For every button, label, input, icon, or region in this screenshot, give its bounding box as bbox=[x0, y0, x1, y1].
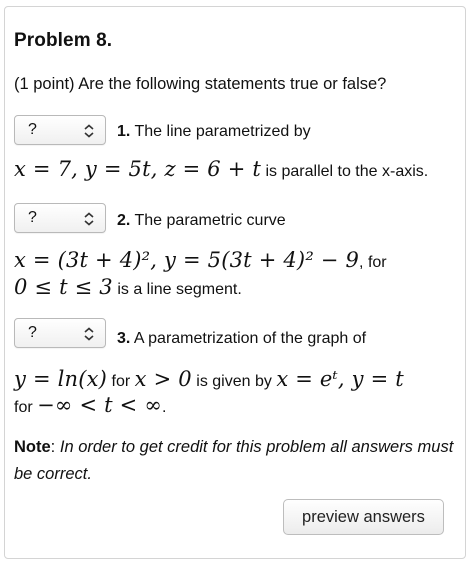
note-text: In order to get credit for this problem all answers must be correct. bbox=[14, 438, 454, 483]
math-expression: y = ln(x) bbox=[14, 367, 108, 391]
question-text: is parallel to the x-axis. bbox=[265, 163, 429, 180]
question-text: is a line segment. bbox=[117, 281, 242, 298]
updown-chevron-icon bbox=[83, 327, 95, 341]
select-value: ? bbox=[28, 121, 37, 138]
question-3-math-line-2 bbox=[14, 393, 167, 417]
question-2-math-line-2 bbox=[14, 275, 242, 299]
answer-select-3[interactable] bbox=[14, 318, 106, 348]
question-text: , for bbox=[359, 254, 387, 271]
updown-chevron-icon bbox=[83, 212, 95, 226]
question-text: for bbox=[111, 373, 131, 390]
question-1-math-line bbox=[14, 157, 428, 181]
question-2-heading bbox=[117, 212, 286, 230]
question-number: 2. bbox=[117, 212, 131, 229]
question-2-math-line-1 bbox=[14, 248, 387, 272]
question-text: The line parametrized by bbox=[134, 123, 311, 140]
preview-answers-button[interactable]: preview answers bbox=[283, 499, 444, 535]
problem-intro: (1 point) Are the following statements true or false? bbox=[14, 75, 387, 93]
question-number: 1. bbox=[117, 123, 131, 140]
question-3-heading bbox=[117, 330, 366, 348]
math-expression: x > 0 bbox=[134, 367, 192, 391]
question-1-heading bbox=[117, 123, 311, 141]
question-text: for bbox=[14, 399, 33, 416]
select-value: ? bbox=[28, 209, 37, 226]
math-expression: x = (3t + 4)², y = 5(3t + 4)² − 9 bbox=[14, 248, 360, 272]
answer-select-2[interactable] bbox=[14, 203, 106, 233]
updown-chevron-icon bbox=[83, 124, 95, 138]
select-value: ? bbox=[28, 324, 37, 341]
question-number: 3. bbox=[117, 330, 131, 347]
question-text: is given by bbox=[196, 373, 272, 390]
math-expression: 0 ≤ t ≤ 3 bbox=[14, 275, 113, 299]
note-label: Note bbox=[14, 438, 51, 456]
math-expression: −∞ < t < ∞ bbox=[37, 393, 163, 417]
note bbox=[14, 434, 454, 488]
math-expression: x = eᵗ, y = t bbox=[276, 367, 404, 391]
question-text: The parametric curve bbox=[134, 212, 286, 229]
period: . bbox=[162, 399, 167, 416]
math-expression: x = 7, y = 5t, z = 6 + t bbox=[14, 157, 262, 181]
question-text: A parametrization of the graph of bbox=[133, 330, 367, 347]
note-colon: : bbox=[50, 438, 56, 456]
problem-title: Problem 8. bbox=[14, 30, 113, 51]
question-3-math-line-1 bbox=[14, 367, 404, 391]
answer-select-1[interactable] bbox=[14, 115, 106, 145]
